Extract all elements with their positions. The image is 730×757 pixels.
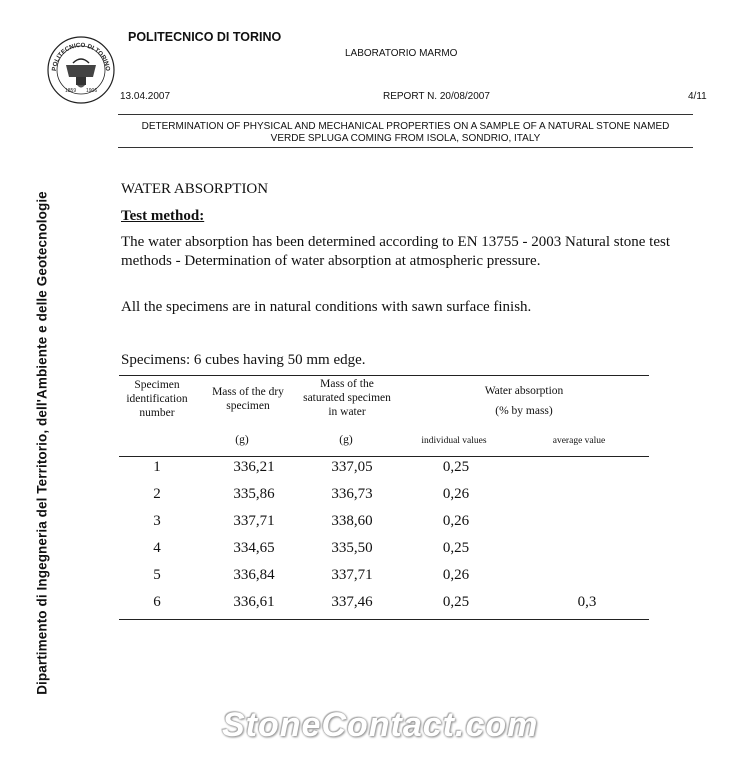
cell-id: 5 (153, 567, 161, 583)
table-row (119, 459, 649, 485)
header-specimen-id-line: Specimen (134, 379, 180, 391)
header-specimen-id (119, 378, 195, 420)
report-number: REPORT N. 20/08/2007 (383, 91, 490, 102)
cell-id: 1 (153, 459, 161, 475)
institution-seal-logo (46, 35, 116, 105)
header-saturated-mass-line: saturated specimen (303, 392, 391, 404)
cell-dry: 335,86 (233, 486, 275, 502)
results-table (119, 375, 649, 620)
cell-id: 6 (153, 594, 161, 610)
cell-individual: 0,26 (442, 486, 470, 502)
cell-dry: 336,84 (233, 567, 275, 583)
header-water-absorption-line: Water absorption (484, 385, 564, 397)
method-text: The water absorption has been determined according to EN 13755 - 2003 Natural stone test methods - Determination of water absorption at atmospheric pressure. (121, 234, 671, 269)
table-row (119, 540, 649, 566)
watermark: StoneContact.com (222, 706, 539, 744)
report-title-line-2: VERDE SPLUGA COMING FROM ISOLA, SONDRIO, ITALY (270, 133, 541, 144)
header-water-absorption-line: (% by mass) (495, 405, 553, 417)
table-top-rule (119, 375, 649, 376)
cell-average: 0,3 (577, 594, 597, 610)
cell-id: 4 (153, 540, 161, 556)
header-saturated-mass (291, 377, 403, 419)
cell-sat: 338,60 (331, 513, 373, 529)
table-row (119, 513, 649, 539)
cell-individual: 0,25 (442, 594, 470, 610)
header-average-value: average value (552, 436, 606, 446)
header-dry-mass-line: Mass of the dry (212, 386, 284, 398)
cell-id: 3 (153, 513, 161, 529)
cell-sat: 337,05 (331, 459, 373, 475)
header-dry-mass (197, 385, 299, 413)
header-individual-values: individual values (421, 436, 487, 446)
cell-individual: 0,26 (442, 567, 470, 583)
table-row (119, 486, 649, 512)
cell-individual: 0,26 (442, 513, 470, 529)
method-heading: Test method: (121, 208, 205, 224)
cell-individual: 0,25 (442, 540, 470, 556)
cell-sat: 336,73 (331, 486, 373, 502)
cell-dry: 336,61 (233, 594, 275, 610)
report-title (118, 121, 693, 145)
conditions-text: All the specimens are in natural conditions with sawn surface finish. (121, 299, 532, 315)
cell-id: 2 (153, 486, 161, 502)
institution-name: POLITECNICO DI TORINO (128, 30, 282, 44)
cell-individual: 0,25 (442, 459, 470, 475)
header-saturated-mass-line: Mass of the (320, 378, 374, 390)
cell-sat: 337,46 (331, 594, 373, 610)
header-specimen-id-line: identification (126, 393, 188, 405)
header-water-absorption (419, 381, 629, 421)
table-bottom-rule (119, 619, 649, 620)
specimens-caption: Specimens: 6 cubes having 50 mm edge. (121, 352, 366, 368)
report-title-line-1: DETERMINATION OF PHYSICAL AND MECHANICAL PROPERTIES ON A SAMPLE OF A NATURAL STONE NAMED (141, 121, 670, 132)
department-vertical-label: Dipartimento di Ingegneria del Territorio, dell'Ambiente e delle Geotecnologie (34, 191, 50, 695)
seal-year-right: 1906 (86, 88, 98, 94)
report-date: 13.04.2007 (120, 91, 171, 102)
cell-sat: 335,50 (331, 540, 373, 556)
seal-text: POLITECNICO DI TORINO (50, 41, 112, 72)
header-specimen-id-line: number (139, 407, 175, 419)
cell-dry: 337,71 (233, 513, 275, 529)
cell-dry: 334,65 (233, 540, 275, 556)
header-saturated-unit: (g) (339, 434, 353, 446)
page-number: 4/11 (688, 91, 707, 102)
laboratory-name: LABORATORIO MARMO (345, 48, 458, 59)
header-dry-unit: (g) (235, 434, 249, 446)
section-title: WATER ABSORPTION (121, 181, 269, 197)
seal-year-left: 1859 (65, 88, 77, 94)
header-saturated-mass-line: in water (328, 406, 366, 418)
table-row (119, 567, 649, 593)
header-divider (118, 114, 693, 115)
cell-sat: 337,71 (331, 567, 373, 583)
table-row (119, 594, 649, 620)
cell-dry: 336,21 (233, 459, 275, 475)
title-divider (118, 147, 693, 148)
table-header-rule (119, 456, 649, 457)
header-dry-mass-line: specimen (226, 400, 270, 412)
